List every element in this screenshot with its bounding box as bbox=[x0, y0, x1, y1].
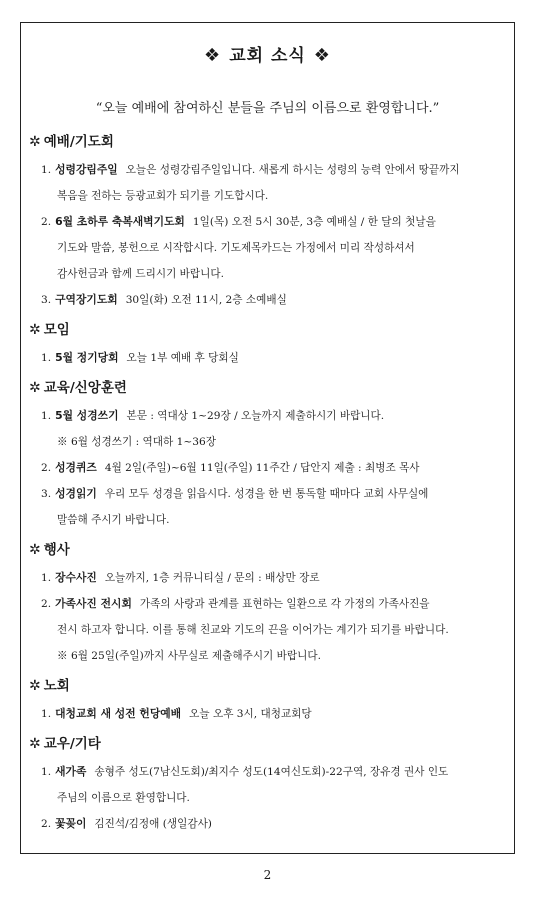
item-number: 2. bbox=[41, 462, 52, 474]
item-text: 30일(화) 오전 11시, 2층 소예배실 bbox=[125, 294, 287, 306]
asterisk-icon: ✲ bbox=[29, 134, 41, 150]
item-text: 4월 2일(주일)~6월 11일(주일) 11주간 / 답안지 제출 : 최병조 목사 bbox=[104, 462, 420, 474]
list-item bbox=[29, 209, 506, 287]
asterisk-icon: ✲ bbox=[29, 736, 41, 752]
item-title: 성령강림주일 bbox=[55, 163, 118, 176]
item-title: 성경퀴즈 bbox=[55, 461, 97, 474]
item-number: 1. bbox=[41, 352, 52, 364]
section-heading bbox=[29, 675, 506, 697]
news-content bbox=[29, 125, 506, 837]
title-text: 교회 소식 bbox=[229, 46, 306, 66]
diamond-icon: ❖ bbox=[313, 45, 331, 66]
item-number: 2. bbox=[41, 818, 52, 830]
section-heading bbox=[29, 733, 506, 755]
item-text: 오늘 오후 3시, 대청교회당 bbox=[189, 708, 312, 720]
list-item bbox=[29, 157, 506, 209]
item-number: 3. bbox=[41, 488, 52, 500]
item-text: 오늘 1부 예배 후 당회실 bbox=[126, 352, 239, 364]
item-text: 본문 : 역대상 1~29장 / 오늘까지 제출하시기 바랍니다. bbox=[126, 410, 385, 422]
item-text: 복음을 전하는 등광교회가 되기를 기도합시다. bbox=[57, 190, 269, 202]
section-title: 노회 bbox=[43, 678, 70, 694]
item-title: 구역장기도회 bbox=[55, 293, 118, 306]
bulletin-frame bbox=[20, 22, 515, 854]
item-number: 2. bbox=[41, 216, 52, 228]
asterisk-icon: ✲ bbox=[29, 678, 41, 694]
item-note: ※ 6월 25일(주일)까지 사무실로 제출해주시기 바랍니다. bbox=[57, 650, 321, 662]
section-title: 행사 bbox=[43, 542, 70, 558]
asterisk-icon: ✲ bbox=[29, 542, 41, 558]
section-title: 모임 bbox=[43, 322, 70, 338]
item-text: 오늘까지, 1층 커뮤니티실 / 문의 : 배상만 장로 bbox=[104, 572, 320, 584]
page-number: 2 bbox=[263, 868, 272, 882]
list-item bbox=[29, 701, 506, 727]
item-text: 말씀해 주시기 바랍니다. bbox=[57, 514, 170, 526]
item-text: 송형주 성도(7남신도회)/최지수 성도(14여신도회)-22구역, 장유경 권사 인도 bbox=[94, 766, 449, 778]
section-title: 교우/기타 bbox=[43, 736, 101, 752]
item-text: 감사헌금과 함께 드리시기 바랍니다. bbox=[57, 268, 224, 280]
item-text: 오늘은 성령강림주일입니다. 새롭게 하시는 성령의 능력 안에서 땅끝까지 bbox=[125, 164, 460, 176]
asterisk-icon: ✲ bbox=[29, 322, 41, 338]
item-title: 가족사진 전시회 bbox=[55, 597, 132, 610]
list-item bbox=[29, 455, 506, 481]
item-text: 전시 하고자 합니다. 이를 통해 친교와 기도의 끈을 이어가는 계기가 되기를 바랍니다. bbox=[57, 624, 449, 636]
item-title: 성경읽기 bbox=[55, 487, 97, 500]
list-item bbox=[29, 345, 506, 371]
list-item bbox=[29, 565, 506, 591]
list-item bbox=[29, 759, 506, 811]
item-text: 주님의 이름으로 환영합니다. bbox=[57, 792, 190, 804]
section-heading bbox=[29, 377, 506, 399]
item-number: 1. bbox=[41, 410, 52, 422]
item-text: 가족의 사랑과 관계를 표현하는 일환으로 각 가정의 가족사진을 bbox=[139, 598, 430, 610]
item-title: 5월 정기당회 bbox=[55, 351, 119, 364]
item-number: 1. bbox=[41, 164, 52, 176]
item-note: ※ 6월 성경쓰기 : 역대하 1~36장 bbox=[57, 436, 216, 448]
welcome-quote: “오늘 예배에 참여하신 분들을 주님의 이름으로 환영합니다.” bbox=[95, 101, 440, 116]
item-number: 1. bbox=[41, 572, 52, 584]
item-title: 새가족 bbox=[55, 765, 87, 778]
diamond-icon: ❖ bbox=[204, 45, 222, 66]
item-number: 1. bbox=[41, 766, 52, 778]
item-title: 5월 성경쓰기 bbox=[55, 409, 119, 422]
section-heading bbox=[29, 319, 506, 341]
section-title: 예배/기도회 bbox=[43, 134, 114, 150]
section-heading bbox=[29, 539, 506, 561]
section-heading bbox=[29, 131, 506, 153]
item-title: 대청교회 새 성전 헌당예배 bbox=[55, 707, 182, 720]
item-number: 2. bbox=[41, 598, 52, 610]
item-number: 1. bbox=[41, 708, 52, 720]
list-item bbox=[29, 287, 506, 313]
list-item bbox=[29, 591, 506, 669]
item-title: 장수사진 bbox=[55, 571, 97, 584]
list-item bbox=[29, 403, 506, 455]
section-title: 교육/신앙훈련 bbox=[43, 380, 127, 396]
item-text: 1일(목) 오전 5시 30분, 3층 예배실 / 한 달의 첫날을 bbox=[192, 216, 436, 228]
asterisk-icon: ✲ bbox=[29, 380, 41, 396]
item-title: 6월 초하루 축복새벽기도회 bbox=[55, 215, 185, 228]
item-text: 우리 모두 성경을 읽읍시다. 성경을 한 번 통독할 때마다 교회 사무실에 bbox=[104, 488, 429, 500]
page-title bbox=[21, 41, 514, 66]
list-item bbox=[29, 811, 506, 837]
item-number: 3. bbox=[41, 294, 52, 306]
item-title: 꽃꽂이 bbox=[55, 817, 87, 830]
list-item bbox=[29, 481, 506, 533]
item-text: 기도와 말씀, 봉헌으로 시작합시다. 기도제목카드는 가정에서 미리 작성하셔서 bbox=[57, 242, 415, 254]
item-text: 김진석/김정애 (생일감사) bbox=[94, 818, 212, 830]
